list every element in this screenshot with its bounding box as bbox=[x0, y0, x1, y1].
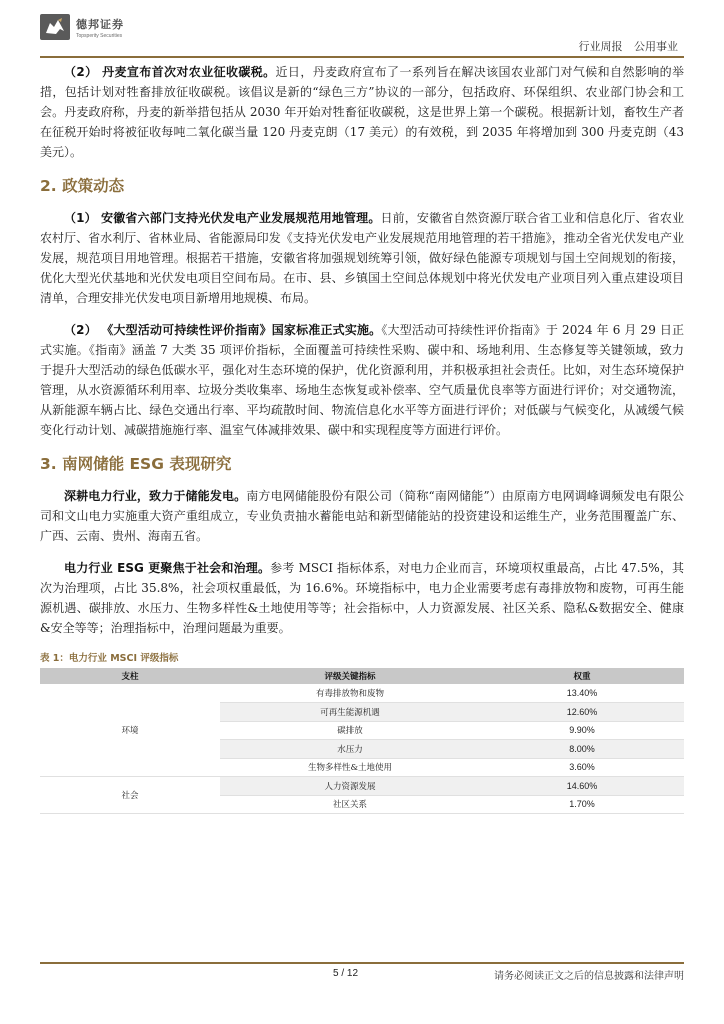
weight-cell: 3.60% bbox=[480, 758, 684, 777]
paragraph-body: 近日，丹麦政府宣布了一系列旨在解决该国农业部门对气候和自然影响的举措，包括计划对牲畜排放征收碳税。该倡议是新的“绿色三方”协议的一部分，包括政府、环保组织、农业部门协会和工会。丹麦政府称，丹麦的新举措包括从 2030 年开始对牲畜征收碳税，这是世界上第一个碳税。根据新计划，畜牧生产者在征税开始时将被征收每吨二氧化碳当量 120 丹麦克朗（17 美元）的有效税，到 2035 年将增加到 300 丹麦克朗（43 美元）。 bbox=[40, 65, 685, 159]
paragraph-lead: （1） 安徽省六部门支持光伏发电产业发展规范用地管理。 bbox=[64, 211, 381, 225]
paragraph-body: 日前，安徽省自然资源厅联合省工业和信息化厅、省农业农村厅、省水利厅、省林业局、省能源局印发《支持光伏发电产业发展规范用地管理的若干措施》，推动全省光伏发电产业发展，规范项目用地管理。根据若干措施，安徽省将加强规划统筹引领，做好绿色能源专项规划与国土空间规划的衔接，优化大型光伏基地和光伏发电项目空间布局。在市、县、乡镇国土空间总体规划中将光伏发电产业项目列入重点建设项目清单，合理安排光伏发电项目新增用地规模、布局。 bbox=[40, 211, 684, 305]
paragraph-lead: （2） 《大型活动可持续性评价指南》国家标准正式实施。 bbox=[64, 323, 382, 337]
indicator-cell: 人力资源发展 bbox=[220, 777, 480, 796]
table-caption: 表 1：电力行业 MSCI 评级指标 bbox=[40, 653, 179, 664]
paragraph-esg-focus bbox=[40, 558, 684, 638]
industry-tag: 公用事业 bbox=[634, 40, 678, 53]
paragraph-denmark-carbon-tax bbox=[40, 62, 684, 162]
paragraph-event-standard bbox=[40, 320, 684, 440]
column-header-weight: 权重 bbox=[573, 672, 591, 682]
msci-indicator-table bbox=[40, 668, 684, 814]
weight-cell: 13.40% bbox=[480, 684, 684, 703]
section-heading-policy: 2. 政策动态 bbox=[40, 177, 125, 195]
column-header-pillar: 支柱 bbox=[121, 672, 139, 682]
weight-cell: 8.00% bbox=[480, 740, 684, 759]
logo-name-en: Topsperity Securities bbox=[76, 32, 123, 39]
bull-logo-icon bbox=[40, 14, 70, 40]
pillar-cell: 环境 bbox=[40, 684, 220, 777]
indicator-cell: 水压力 bbox=[220, 740, 480, 759]
page-number: 5 / 12 bbox=[333, 968, 359, 979]
paragraph-lead: 电力行业 ESG 更聚焦于社会和治理。 bbox=[64, 561, 271, 575]
indicator-cell: 社区关系 bbox=[220, 795, 480, 814]
indicator-cell: 碳排放 bbox=[220, 721, 480, 740]
footer-divider bbox=[40, 962, 684, 964]
paragraph-body: 南方电网储能股份有限公司（简称“南网储能”）由原南方电网调峰调频发电有限公司和文山电力实施重大资产重组成立，专业负责抽水蓄能电站和新型储能站的投资建设和运维生产，业务范围覆盖广东、广西、云南、贵州、海南五省。 bbox=[40, 489, 684, 543]
pillar-cell: 社会 bbox=[40, 777, 220, 814]
paragraph-body: 《大型活动可持续性评价指南》于 2024 年 6 月 29 日正式实施。《指南》涵盖 7 大类 35 项评价指标，全面覆盖可持续性采购、碳中和、场地利用、生态修复等关键领域，致力于提升大型活动的绿色低碳水平，强化对生态环境的保护，优化资源利用，并积极承担社会责任。比如，对生态环境保护管理，从水资源循环利用率、垃圾分类收集率、场地生态恢复或补偿率、空气质量优良率等方面进行评价；对交通物流，从新能源车辆占比、绿色交通出行率、平均疏散时间、物流信息化水平等方面进行评价；对低碳与气候变化，从减缓气候变化行动计划、减碳措施施行率、温室气体减排效果、碳中和实现程度等方面进行评价。 bbox=[40, 323, 685, 437]
indicator-cell: 生物多样性&土地使用 bbox=[220, 758, 480, 777]
report-type-tag: 行业周报 bbox=[578, 40, 623, 53]
header-divider bbox=[40, 56, 684, 58]
table-header-row bbox=[40, 668, 684, 684]
paragraph-company-intro bbox=[40, 486, 684, 546]
weight-cell: 14.60% bbox=[480, 777, 684, 796]
table-row bbox=[40, 684, 684, 703]
paragraph-body: 参考 MSCI 指标体系，对电力企业而言，环境项权重最高，占比 47.5%，其次为治理项，占比 35.8%，社会项权重最低，为 16.6%。环境指标中，电力企业需要考虑有毒排放物和废物，可再生能源机遇、碳排放、水压力、生物多样性&土地使用等等；社会指标中，人力资源发展、社区关系、隐私&数据安全、健康&安全等等；治理指标中，治理问题最为重要。 bbox=[40, 561, 685, 635]
paragraph-lead: 深耕电力行业，致力于储能发电。 bbox=[64, 489, 247, 503]
legal-disclaimer: 请务必阅读正文之后的信息披露和法律声明 bbox=[494, 971, 684, 982]
page-header bbox=[40, 0, 684, 56]
paragraph-anhui-pv bbox=[40, 208, 684, 308]
table-row bbox=[40, 777, 684, 796]
indicator-cell: 有毒排放物和废物 bbox=[220, 684, 480, 703]
weight-cell: 1.70% bbox=[480, 795, 684, 814]
weight-cell: 9.90% bbox=[480, 721, 684, 740]
logo-name-cn: 德邦证券 bbox=[76, 17, 124, 31]
paragraph-lead: （2） 丹麦宣布首次对农业征收碳税。 bbox=[64, 65, 276, 79]
indicator-cell: 可再生能源机遇 bbox=[220, 703, 480, 722]
section-heading-esg: 3. 南网储能 ESG 表现研究 bbox=[40, 455, 232, 473]
header-tags bbox=[571, 38, 679, 54]
weight-cell: 12.60% bbox=[480, 703, 684, 722]
column-header-indicator: 评级关键指标 bbox=[324, 672, 376, 682]
logo bbox=[40, 14, 124, 40]
page-content bbox=[40, 62, 684, 814]
